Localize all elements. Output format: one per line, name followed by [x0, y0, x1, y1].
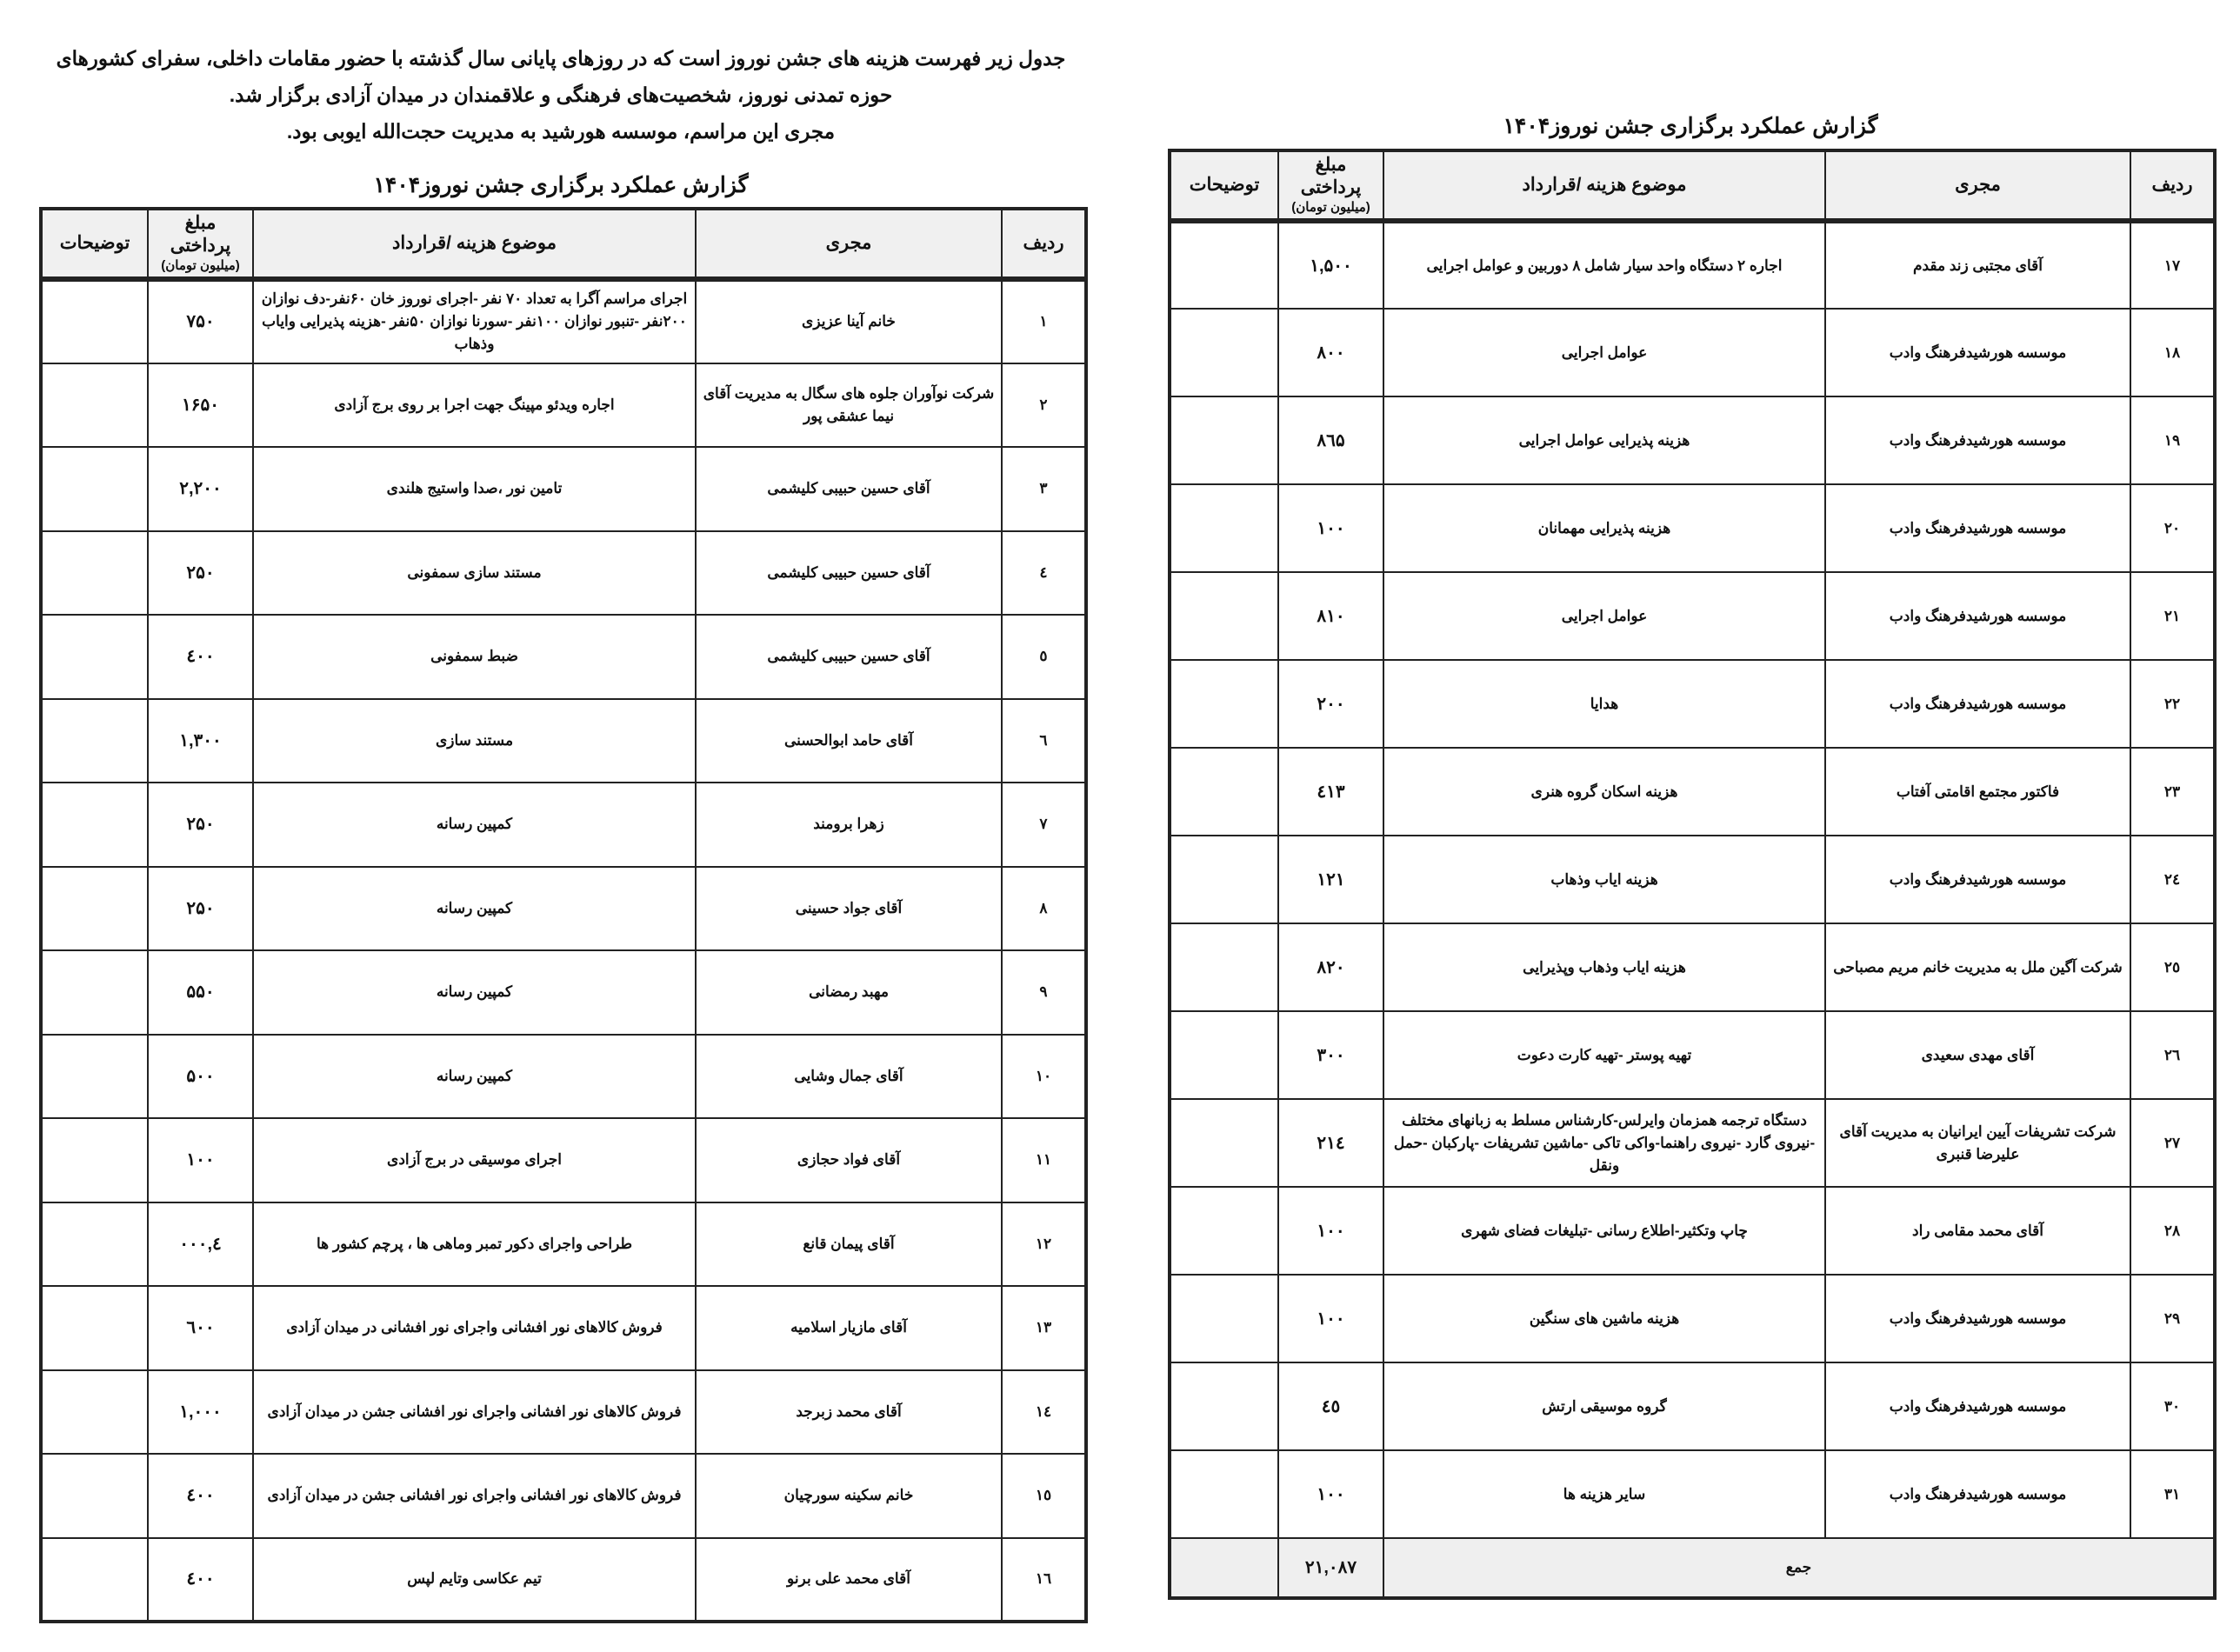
executor-cell: آقای حسین حبیبی کلیشمی	[696, 615, 1002, 699]
executor-cell: موسسه هورشیدفرهنگ وادب	[1825, 1275, 2130, 1362]
amount-cell: ۲۱٤	[1278, 1099, 1383, 1187]
amount-cell: ۱۰۰	[1278, 1450, 1383, 1538]
table-row	[1170, 836, 2215, 923]
row-number: ۱۲	[1002, 1202, 1086, 1287]
executor-cell: آقای جواد حسینی	[696, 867, 1002, 951]
table-row	[1170, 660, 2215, 748]
amount-cell: ۱,۳۰۰	[148, 699, 253, 783]
subject-cell: هزینه پذیرایی مهمانان	[1383, 484, 1825, 572]
amount-label: مبلغ پرداختی	[1300, 155, 1362, 197]
row-number: ۲۱	[2130, 572, 2215, 660]
executor-cell: موسسه هورشیدفرهنگ وادب	[1825, 309, 2130, 396]
subject-cell: هزینه ماشین های سنگین	[1383, 1275, 1825, 1362]
amount-cell: ۱۲۱	[1278, 836, 1383, 923]
table-row	[1170, 748, 2215, 836]
amount-cell: ٤۱۳	[1278, 748, 1383, 836]
subject-cell: عوامل اجرایی	[1383, 572, 1825, 660]
intro-line: جدول زیر فهرست هزینه های جشن نوروز است که در روزهای پایانی سال گذشته با حضور مقامات داخلی، سفرای کشورهای	[56, 47, 1066, 70]
table-row	[1170, 1099, 2215, 1187]
notes-cell	[41, 1286, 148, 1370]
notes-cell	[41, 531, 148, 616]
table-row	[41, 1286, 1086, 1370]
row-number: ۳۰	[2130, 1362, 2215, 1450]
row-number: ۲٥	[2130, 923, 2215, 1011]
table-row	[1170, 572, 2215, 660]
subject-cell: ضبط سمفونی	[253, 615, 696, 699]
amount-cell: ۳۰۰	[1278, 1011, 1383, 1099]
amount-cell: ٤٥	[1278, 1362, 1383, 1450]
notes-cell	[41, 1035, 148, 1119]
row-number: ۲	[1002, 363, 1086, 448]
subject-cell: کمپین رسانه	[253, 867, 696, 951]
amount-cell: ۱۰۰	[1278, 1187, 1383, 1275]
subject-cell: کمپین رسانه	[253, 1035, 696, 1119]
executor-cell: موسسه هورشیدفرهنگ وادب	[1825, 836, 2130, 923]
subject-cell: هزینه ایاب وذهاب وپذیرایی	[1383, 923, 1825, 1011]
row-number: ۱۳	[1002, 1286, 1086, 1370]
executor-cell: شرکت آگین ملل به مدیریت خانم مریم مصباحی	[1825, 923, 2130, 1011]
notes-cell	[1170, 484, 1278, 572]
executor-cell: آقای مجتبی زند مقدم	[1825, 221, 2130, 309]
executor-cell: آقای محمد مقامی راد	[1825, 1187, 2130, 1275]
amount-unit: (میلیون تومان)	[1291, 200, 1370, 215]
row-number: ٤	[1002, 531, 1086, 616]
amount-cell: ۱۶۵۰	[148, 363, 253, 448]
subject-cell: فروش کالاهای نور افشانی واجرای نور افشانی جشن در میدان آزادی	[253, 1454, 696, 1538]
row-number: ۱۷	[2130, 221, 2215, 309]
executor-cell: خانم سکینه سورچیان	[696, 1454, 1002, 1538]
row-number: ۱۱	[1002, 1118, 1086, 1202]
subject-cell: مستند سازی سمفونی	[253, 531, 696, 616]
notes-cell	[41, 1454, 148, 1538]
table-row	[1170, 396, 2215, 484]
executor-cell: فاکتور مجتمع اقامتی آفتاب	[1825, 748, 2130, 836]
subject-cell: هزینه ایاب وذهاب	[1383, 836, 1825, 923]
amount-cell: ۱,۰۰۰	[148, 1370, 253, 1455]
table-row	[1170, 1187, 2215, 1275]
subject-cell: سایر هزینه ها	[1383, 1450, 1825, 1538]
notes-cell	[1170, 1275, 1278, 1362]
notes-cell	[41, 615, 148, 699]
subject-cell: فروش کالاهای نور افشانی واجرای نور افشانی جشن در میدان آزادی	[253, 1370, 696, 1455]
amount-cell: ۱۰۰	[1278, 1275, 1383, 1362]
table-row	[41, 615, 1086, 699]
table-row	[41, 1202, 1086, 1287]
table-row	[41, 1035, 1086, 1119]
amount-cell: ۲۰۰	[1278, 660, 1383, 748]
amount-cell: ۵۰۰	[148, 1035, 253, 1119]
intro-line: حوزه تمدنی نوروز، شخصیت‌های فرهنگی و علاقمندان در میدان آزادی برگزار شد.	[229, 83, 893, 106]
executor-cell: آقای محمد زبرجد	[696, 1370, 1002, 1455]
notes-cell	[41, 1538, 148, 1622]
subject-cell: هدایا	[1383, 660, 1825, 748]
total-amount: ۲۱,۰۸۷	[1278, 1538, 1383, 1598]
col-notes: توضیحات	[41, 209, 148, 279]
executor-cell: موسسه هورشیدفرهنگ وادب	[1825, 396, 2130, 484]
notes-cell	[1170, 660, 1278, 748]
table-row	[1170, 1275, 2215, 1362]
row-number: ۱٥	[1002, 1454, 1086, 1538]
executor-cell: آقای جمال وشایی	[696, 1035, 1002, 1119]
executor-cell: آقای فواد حجازی	[696, 1118, 1002, 1202]
table-row	[41, 1370, 1086, 1455]
amount-cell: ٤۰۰	[148, 1538, 253, 1622]
notes-cell	[1170, 748, 1278, 836]
notes-cell	[41, 1118, 148, 1202]
col-row: ردیف	[1002, 209, 1086, 279]
executor-cell: شرکت نوآوران جلوه های سگال به مدیریت آقای نیما عشقی پور	[696, 363, 1002, 448]
row-number: ۳۱	[2130, 1450, 2215, 1538]
table-row	[41, 1118, 1086, 1202]
subject-cell: اجاره ۲ دستگاه واحد سیار شامل ۸ دوربین و عوامل اجرایی	[1383, 221, 1825, 309]
executor-cell: آقای حسین حبیبی کلیشمی	[696, 531, 1002, 616]
subject-cell: تیم عکاسی وتایم لپس	[253, 1538, 696, 1622]
table-row	[1170, 484, 2215, 572]
notes-cell	[41, 279, 148, 363]
subject-cell: تامین نور ،صدا واستیج هلندی	[253, 447, 696, 531]
amount-cell: ۸۱۰	[1278, 572, 1383, 660]
executor-cell: زهرا برومند	[696, 783, 1002, 867]
table-row	[41, 447, 1086, 531]
amount-cell: ۲۵۰	[148, 531, 253, 616]
col-subject: موضوع هزینه /قرارداد	[1383, 150, 1825, 221]
col-subject: موضوع هزینه /قرارداد	[253, 209, 696, 279]
row-number: ۲۲	[2130, 660, 2215, 748]
subject-cell: تهیه پوستر -تهیه کارت دعوت	[1383, 1011, 1825, 1099]
notes-cell	[41, 1202, 148, 1287]
notes-cell	[41, 783, 148, 867]
subject-cell: اجرای موسیقی در برج آزادی	[253, 1118, 696, 1202]
amount-cell: ٦۰۰	[148, 1286, 253, 1370]
amount-cell: ۸٦۵	[1278, 396, 1383, 484]
row-number: ٥	[1002, 615, 1086, 699]
table-row	[1170, 923, 2215, 1011]
right-table-title: گزارش عملکرد برگزاری جشن نوروز۱۴۰۴	[1503, 114, 1878, 138]
executor-cell: آقای حامد ابوالحسنی	[696, 699, 1002, 783]
table-row	[1170, 221, 2215, 309]
amount-cell: ۱۰۰	[1278, 484, 1383, 572]
executor-cell: موسسه هورشیدفرهنگ وادب	[1825, 572, 2130, 660]
amount-cell: ۸۲۰	[1278, 923, 1383, 1011]
notes-cell	[1170, 221, 1278, 309]
amount-cell: ۲۵۰	[148, 783, 253, 867]
executor-cell: آقای محمد علی برنو	[696, 1538, 1002, 1622]
table-row	[41, 279, 1086, 363]
row-number: ۷	[1002, 783, 1086, 867]
left-expense-table	[39, 207, 1088, 1623]
row-number: ۲٦	[2130, 1011, 2215, 1099]
executor-cell: شرکت تشریفات آیین ایرانیان به مدیریت آقای علیرضا قنبری	[1825, 1099, 2130, 1187]
notes-cell	[1170, 1187, 1278, 1275]
subject-cell: هزینه اسکان گروه هنری	[1383, 748, 1825, 836]
table-row	[1170, 1362, 2215, 1450]
amount-cell: ۸۰۰	[1278, 309, 1383, 396]
notes-cell	[1170, 572, 1278, 660]
intro-line: مجری این مراسم، موسسه هورشید به مدیریت حجت‌الله ایوبی بود.	[286, 120, 836, 143]
subject-cell: گروه موسیقی ارتش	[1383, 1362, 1825, 1450]
right-expense-table	[1168, 149, 2217, 1600]
subject-cell: عوامل اجرایی	[1383, 309, 1825, 396]
notes-cell	[1170, 923, 1278, 1011]
executor-cell: مهبد رمضانی	[696, 950, 1002, 1035]
notes-cell	[1170, 1011, 1278, 1099]
executor-cell: آقای مهدی سعیدی	[1825, 1011, 2130, 1099]
notes-cell	[1170, 1362, 1278, 1450]
col-executor: مجری	[1825, 150, 2130, 221]
executor-cell: خانم آینا عزیزی	[696, 279, 1002, 363]
row-number: ۳	[1002, 447, 1086, 531]
total-label: جمع	[1383, 1538, 2215, 1598]
table-row	[41, 1454, 1086, 1538]
col-notes: توضیحات	[1170, 150, 1278, 221]
table-row	[41, 531, 1086, 616]
row-number: ۱۸	[2130, 309, 2215, 396]
left-table-title: گزارش عملکرد برگزاری جشن نوروز۱۴۰۴	[373, 173, 749, 197]
row-number: ۱۰	[1002, 1035, 1086, 1119]
table-row	[1170, 1011, 2215, 1099]
subject-cell: اجاره ویدئو مپینگ جهت اجرا بر روی برج آزادی	[253, 363, 696, 448]
subject-cell: هزینه پذیرایی عوامل اجرایی	[1383, 396, 1825, 484]
notes-cell	[1170, 309, 1278, 396]
amount-cell: ۱۰۰	[148, 1118, 253, 1202]
amount-cell: ۵۵۰	[148, 950, 253, 1035]
amount-cell: ۲۵۰	[148, 867, 253, 951]
table-row	[41, 1538, 1086, 1622]
amount-label: مبلغ پرداختی	[170, 213, 231, 256]
subject-cell: کمپین رسانه	[253, 950, 696, 1035]
subject-cell: کمپین رسانه	[253, 783, 696, 867]
row-number: ۹	[1002, 950, 1086, 1035]
table-row	[41, 867, 1086, 951]
executor-cell: موسسه هورشیدفرهنگ وادب	[1825, 1362, 2130, 1450]
subject-cell: مستند سازی	[253, 699, 696, 783]
row-number: ۱٤	[1002, 1370, 1086, 1455]
total-row	[1170, 1538, 2215, 1598]
total-notes	[1170, 1538, 1278, 1598]
amount-cell: ۲,۲۰۰	[148, 447, 253, 531]
row-number: ۲۳	[2130, 748, 2215, 836]
row-number: ۱٦	[1002, 1538, 1086, 1622]
table-row	[1170, 309, 2215, 396]
amount-cell: ۷۵۰	[148, 279, 253, 363]
subject-cell: چاپ وتکثیر-اطلاع رسانی -تبلیغات فضای شهری	[1383, 1187, 1825, 1275]
amount-cell: ٤۰۰	[148, 1454, 253, 1538]
row-number: ۲۰	[2130, 484, 2215, 572]
row-number: ۲۹	[2130, 1275, 2215, 1362]
executor-cell: موسسه هورشیدفرهنگ وادب	[1825, 660, 2130, 748]
subject-cell: دستگاه ترجمه همزمان وایرلس-کارشناس مسلط به زبانهای مختلف -نیروی گارد -نیروی راهنما-واکی تاکی -ماشین تشریفات -پارکبان -حمل ونقل	[1383, 1099, 1825, 1187]
row-number: ۱	[1002, 279, 1086, 363]
subject-cell: طراحی واجرای دکور تمبر وماهی ها ، پرچم کشور ها	[253, 1202, 696, 1287]
executor-cell: آقای پیمان قانع	[696, 1202, 1002, 1287]
subject-cell: اجرای مراسم آگرا به تعداد ۷۰ نفر -اجرای نوروز خان ۶۰نفر-دف نوازان ۲۰۰نفر -تنبور نوازان ۱۰۰نفر -سورنا نوازان ۵۰نفر -هزینه پذیرایی وایاب وذهاب	[253, 279, 696, 363]
amount-cell: ٤۰۰	[148, 615, 253, 699]
notes-cell	[41, 363, 148, 448]
notes-cell	[41, 447, 148, 531]
notes-cell	[1170, 1450, 1278, 1538]
notes-cell	[1170, 1099, 1278, 1187]
executor-cell: موسسه هورشیدفرهنگ وادب	[1825, 484, 2130, 572]
executor-cell: آقای مازیار اسلامیه	[696, 1286, 1002, 1370]
notes-cell	[41, 699, 148, 783]
col-row: ردیف	[2130, 150, 2215, 221]
notes-cell	[1170, 396, 1278, 484]
row-number: ۲۸	[2130, 1187, 2215, 1275]
table-row	[41, 699, 1086, 783]
row-number: ٦	[1002, 699, 1086, 783]
row-number: ۱۹	[2130, 396, 2215, 484]
table-row	[41, 783, 1086, 867]
table-row	[41, 363, 1086, 448]
notes-cell	[41, 867, 148, 951]
subject-cell: فروش کالاهای نور افشانی واجرای نور افشانی در میدان آزادی	[253, 1286, 696, 1370]
row-number: ۲٤	[2130, 836, 2215, 923]
notes-cell	[41, 1370, 148, 1455]
amount-cell: ۱,۵۰۰	[1278, 221, 1383, 309]
intro-paragraph	[0, 40, 1122, 150]
col-executor: مجری	[696, 209, 1002, 279]
table-row	[1170, 1450, 2215, 1538]
executor-cell: موسسه هورشیدفرهنگ وادب	[1825, 1450, 2130, 1538]
amount-unit: (میلیون تومان)	[161, 258, 240, 273]
row-number: ۲۷	[2130, 1099, 2215, 1187]
amount-cell: ٤,۰۰۰	[148, 1202, 253, 1287]
row-number: ۸	[1002, 867, 1086, 951]
notes-cell	[1170, 836, 1278, 923]
col-amount	[1278, 150, 1383, 221]
table-row	[41, 950, 1086, 1035]
notes-cell	[41, 950, 148, 1035]
executor-cell: آقای حسین حبیبی کلیشمی	[696, 447, 1002, 531]
col-amount	[148, 209, 253, 279]
